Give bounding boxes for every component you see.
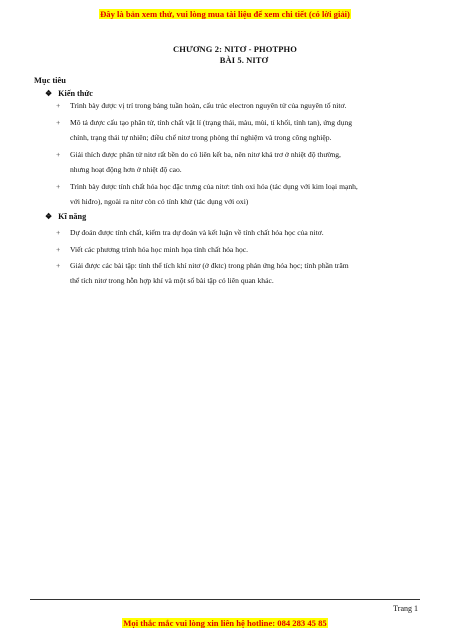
plus-bullet-icon: + bbox=[56, 101, 61, 110]
preview-banner bbox=[0, 9, 450, 19]
hotline-banner-text: Mọi thắc mắc vui lòng xin liên hệ hotline: 084 283 45 85 bbox=[123, 618, 327, 628]
diamond-bullet-icon: ❖ bbox=[45, 89, 53, 98]
knowledge-item-continuation: chính, trạng thái tự nhiên; điều chế nitơ trong phòng thí nghiệm và trong công nghiệp. bbox=[70, 133, 332, 142]
skills-item bbox=[56, 258, 414, 288]
knowledge-label: Kiến thức bbox=[58, 89, 93, 98]
page-number: Trang 1 bbox=[393, 604, 418, 613]
knowledge-item bbox=[56, 98, 414, 113]
plus-bullet-icon: + bbox=[56, 245, 61, 254]
knowledge-item-continuation: với hiđro), ngoài ra nitơ còn có tính khử (tác dụng với oxi) bbox=[70, 197, 249, 206]
knowledge-item-text: Trình bày được tính chất hóa học đặc trưng của nitơ: tính oxi hóa (tác dụng với kim loại mạnh, bbox=[70, 182, 358, 191]
plus-bullet-icon: + bbox=[56, 261, 61, 270]
knowledge-item-continuation: nhưng hoạt động hơn ở nhiệt độ cao. bbox=[70, 165, 182, 174]
footer-divider bbox=[30, 599, 420, 600]
plus-bullet-icon: + bbox=[56, 182, 61, 191]
knowledge-item bbox=[56, 115, 414, 145]
skills-item-text: Dự đoán được tính chất, kiểm tra dự đoán và kết luận về tính chất hóa học của nitơ. bbox=[70, 228, 324, 237]
knowledge-heading bbox=[45, 89, 93, 98]
knowledge-item bbox=[56, 147, 414, 177]
chapter-title: CHƯƠNG 2: NITƠ - PHOTPHO bbox=[173, 44, 297, 54]
lesson-title: BÀI 5. NITƠ bbox=[219, 55, 269, 65]
skills-item bbox=[56, 242, 414, 257]
knowledge-item-text: Trình bày được vị trí trong bảng tuần hoàn, cấu trúc electron nguyên tử của nguyên tố nitơ. bbox=[70, 101, 347, 110]
hotline-banner bbox=[0, 618, 450, 628]
skills-item-text: Viết các phương trình hóa học minh họa tính chất hóa học. bbox=[70, 245, 249, 254]
skills-item-continuation: thể tích nitơ trong hỗn hợp khí và một số bài tập có liên quan khác. bbox=[70, 276, 274, 285]
plus-bullet-icon: + bbox=[56, 228, 61, 237]
knowledge-item bbox=[56, 179, 414, 209]
diamond-bullet-icon: ❖ bbox=[45, 212, 53, 221]
objectives-heading: Mục tiêu bbox=[34, 76, 66, 85]
plus-bullet-icon: + bbox=[56, 118, 61, 127]
skills-heading bbox=[45, 212, 86, 221]
skills-item bbox=[56, 225, 414, 240]
skills-label: Kĩ năng bbox=[58, 212, 87, 221]
plus-bullet-icon: + bbox=[56, 150, 61, 159]
preview-banner-text: Đây là bản xem thử, vui lòng mua tài liệu để xem chi tiết (có lời giải) bbox=[100, 9, 350, 19]
knowledge-item-text: Giải thích được phân tử nitơ rất bền do có liên kết ba, nên nitơ khá trơ ở nhiệt độ thường, bbox=[70, 150, 341, 159]
skills-item-text: Giải được các bài tập: tính thể tích khí nitơ (ở đktc) trong phản ứng hóa học; tính phần trăm bbox=[70, 261, 349, 270]
knowledge-item-text: Mô tả được cấu tạo phân tử, tính chất vật lí (trạng thái, màu, mùi, tỉ khối, tính tan), ứng dụng bbox=[70, 118, 353, 127]
